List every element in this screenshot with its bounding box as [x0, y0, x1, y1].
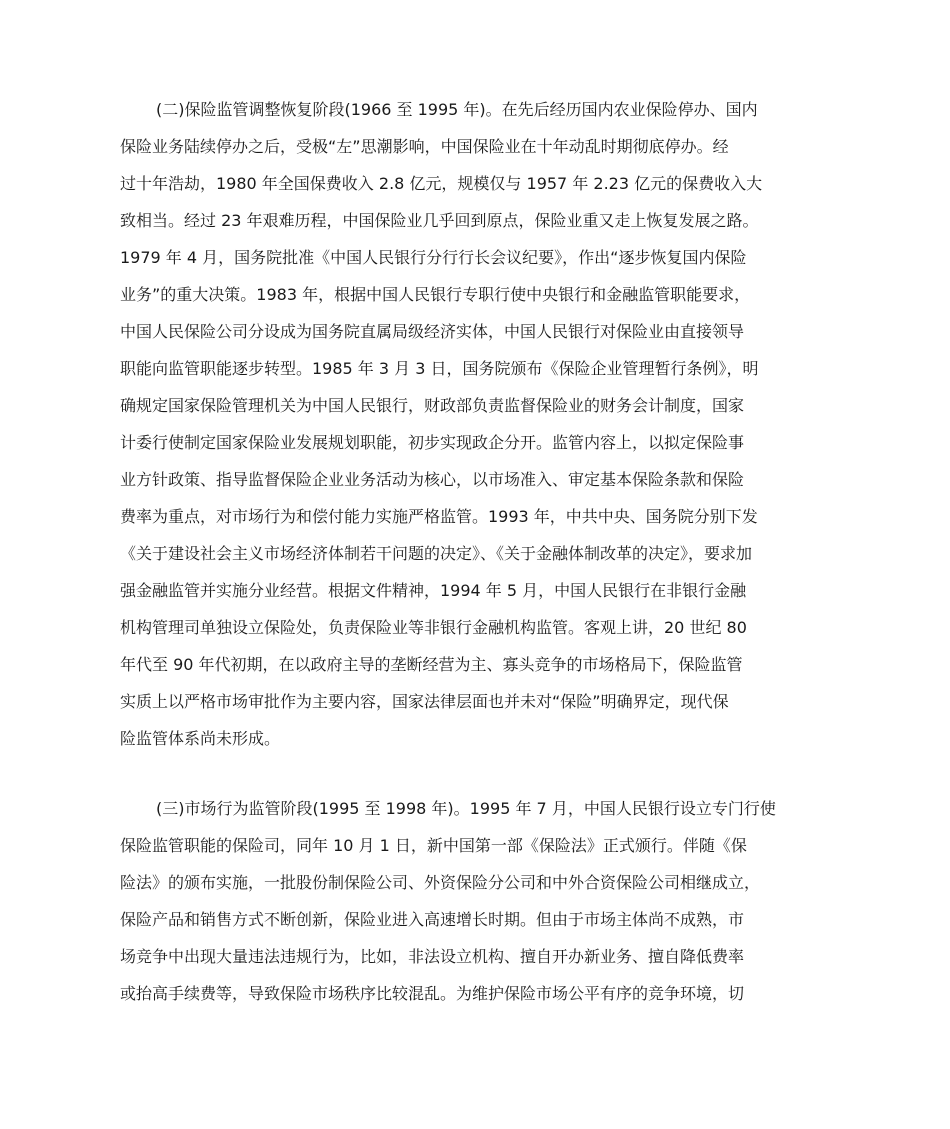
paragraph-2-line-5: 场竞争中出现大量违法违规行为，比如，非法设立机构、擅自开办新业务、擅自降低费率 — [120, 947, 745, 966]
paragraph-1-line-4: 致相当。经过 23 年艰难历程，中国保险业几乎回到原点，保险业重又走上恢复发展之路。 — [120, 211, 759, 230]
paragraph-1-line-11: 业方针政策、指导监督保险企业业务活动为核心，以市场准入、审定基本保险条款和保险 — [120, 470, 745, 489]
paragraph-1-line-13: 《关于建设社会主义市场经济体制若干问题的决定》、《关于金融体制改革的决定》，要求加 — [120, 544, 753, 563]
paragraph-2-line-2: 保险监管职能的保险司，同年 10 月 1 日，新中国第一部《保险法》正式颁行。伴随《保 — [120, 836, 747, 855]
paragraph-2-line-6: 或抬高手续费等，导致保险市场秩序比较混乱。为维护保险市场公平有序的竞争环境，切 — [120, 984, 745, 1003]
paragraph-1-line-5: 1979 年 4 月，国务院批准《中国人民银行分行行长会议纪要》，作出“逐步恢复国内保险 — [120, 248, 747, 267]
paragraph-1-line-15: 机构管理司单独设立保险处，负责保险业等非银行金融机构监管。客观上讲，20 世纪 80 — [120, 618, 747, 637]
paragraph-1-line-6: 业务”的重大决策。1983 年，根据中国人民银行专职行使中央银行和金融监管职能要求， — [120, 285, 751, 304]
paragraph-1-line-12: 费率为重点，对市场行为和偿付能力实施严格监管。1993 年，中共中央、国务院分别下发 — [120, 507, 758, 526]
paragraph-1-line-17: 实质上以严格市场审批作为主要内容，国家法律层面也并未对“保险”明确界定，现代保 — [120, 692, 729, 711]
paragraph-2-line-4: 保险产品和销售方式不断创新，保险业进入高速增长时期。但由于市场主体尚不成熟，市 — [120, 910, 745, 929]
paragraph-1-line-8: 职能向监管职能逐步转型。1985 年 3 月 3 日，国务院颁布《保险企业管理暂行条例》，明 — [120, 359, 759, 378]
paragraph-1-line-10: 计委行使制定国家保险业发展规划职能，初步实现政企分开。监管内容上，以拟定保险事 — [120, 433, 745, 452]
paragraph-1-line-3: 过十年浩劫，1980 年全国保费收入 2.8 亿元，规模仅与 1957 年 2.23 亿元的保费收入大 — [120, 174, 763, 193]
paragraph-1-line-2: 保险业务陆续停办之后，受极“左”思潮影响，中国保险业在十年动乱时期彻底停办。经 — [120, 137, 729, 156]
paragraph-1-line-9: 确规定国家保险管理机关为中国人民银行，财政部负责监督保险业的财务会计制度，国家 — [120, 396, 745, 415]
paragraph-1-line-14: 强金融监管并实施分业经营。根据文件精神，1994 年 5 月，中国人民银行在非银行金融 — [120, 581, 747, 600]
paragraph-1-line-1: (二)保险监管调整恢复阶段(1966 至 1995 年)。在先后经历国内农业保险停办、国内 — [156, 100, 758, 119]
paragraph-1-line-16: 年代至 90 年代初期，在以政府主导的垄断经营为主、寡头竞争的市场格局下，保险监管 — [120, 655, 743, 674]
paragraph-2-line-1: (三)市场行为监管阶段(1995 至 1998 年)。1995 年 7 月，中国人民银行设立专门行使 — [156, 799, 776, 818]
paragraph-2-line-3: 险法》的颁布实施，一批股份制保险公司、外资保险分公司和中外合资保险公司相继成立， — [120, 873, 761, 892]
paragraph-1-line-18: 险监管体系尚未形成。 — [120, 729, 281, 748]
paragraph-1-line-7: 中国人民保险公司分设成为国务院直属局级经济实体，中国人民银行对保险业由直接领导 — [120, 322, 745, 341]
